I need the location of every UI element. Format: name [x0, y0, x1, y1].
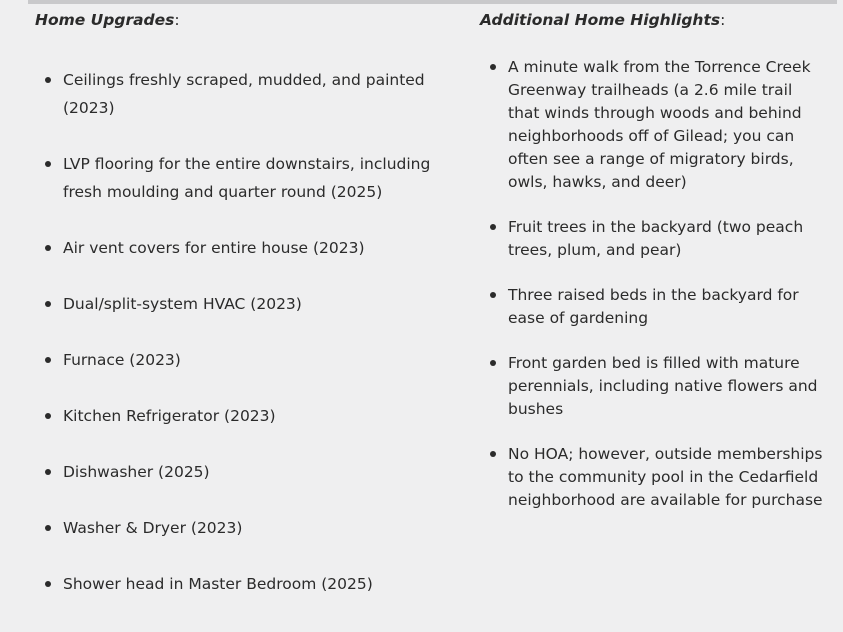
- home-highlights-list: [480, 56, 825, 512]
- list-item: Front garden bed is filled with mature perennials, including native flowers and bushes: [480, 352, 825, 421]
- bullet-icon: [45, 413, 51, 419]
- bullet-icon: [45, 357, 51, 363]
- bullet-icon: [45, 581, 51, 587]
- home-highlights-heading: Additional Home Highlights:: [480, 11, 726, 29]
- list-item: Dishwasher (2025): [35, 458, 435, 486]
- home-highlights-section: [480, 10, 825, 534]
- bullet-icon: [45, 301, 51, 307]
- list-item: Three raised beds in the backyard for ease of gardening: [480, 284, 825, 330]
- list-item: Fruit trees in the backyard (two peach trees, plum, and pear): [480, 216, 825, 262]
- top-divider: [28, 0, 837, 4]
- bullet-icon: [45, 77, 51, 83]
- list-item: Dual/split-system HVAC (2023): [35, 290, 435, 318]
- list-item: Washer & Dryer (2023): [35, 514, 435, 542]
- list-item: Shower head in Master Bedroom (2025): [35, 570, 435, 598]
- list-item: Furnace (2023): [35, 346, 435, 374]
- bullet-icon: [45, 245, 51, 251]
- bullet-icon: [45, 469, 51, 475]
- bullet-icon: [490, 224, 496, 230]
- list-item: No HOA; however, outside memberships to the community pool in the Cedarfield neighborhood are available for purchase: [480, 443, 825, 512]
- list-item: A minute walk from the Torrence Creek Greenway trailheads (a 2.6 mile trail that winds through woods and behind neighborhoods off of Gilead; you can often see a range of migratory birds, owls, hawks, and deer): [480, 56, 825, 194]
- list-item: Ceilings freshly scraped, mudded, and painted (2023): [35, 66, 435, 122]
- bullet-icon: [490, 451, 496, 457]
- home-upgrades-list: [35, 66, 435, 598]
- list-item: Kitchen Refrigerator (2023): [35, 402, 435, 430]
- bullet-icon: [45, 525, 51, 531]
- bullet-icon: [490, 292, 496, 298]
- home-upgrades-section: [35, 10, 435, 626]
- bullet-icon: [490, 360, 496, 366]
- list-item: Air vent covers for entire house (2023): [35, 234, 435, 262]
- bullet-icon: [45, 161, 51, 167]
- list-item: LVP flooring for the entire downstairs, including fresh moulding and quarter round (2025): [35, 150, 435, 206]
- home-upgrades-heading: Home Upgrades:: [35, 11, 180, 29]
- bullet-icon: [490, 64, 496, 70]
